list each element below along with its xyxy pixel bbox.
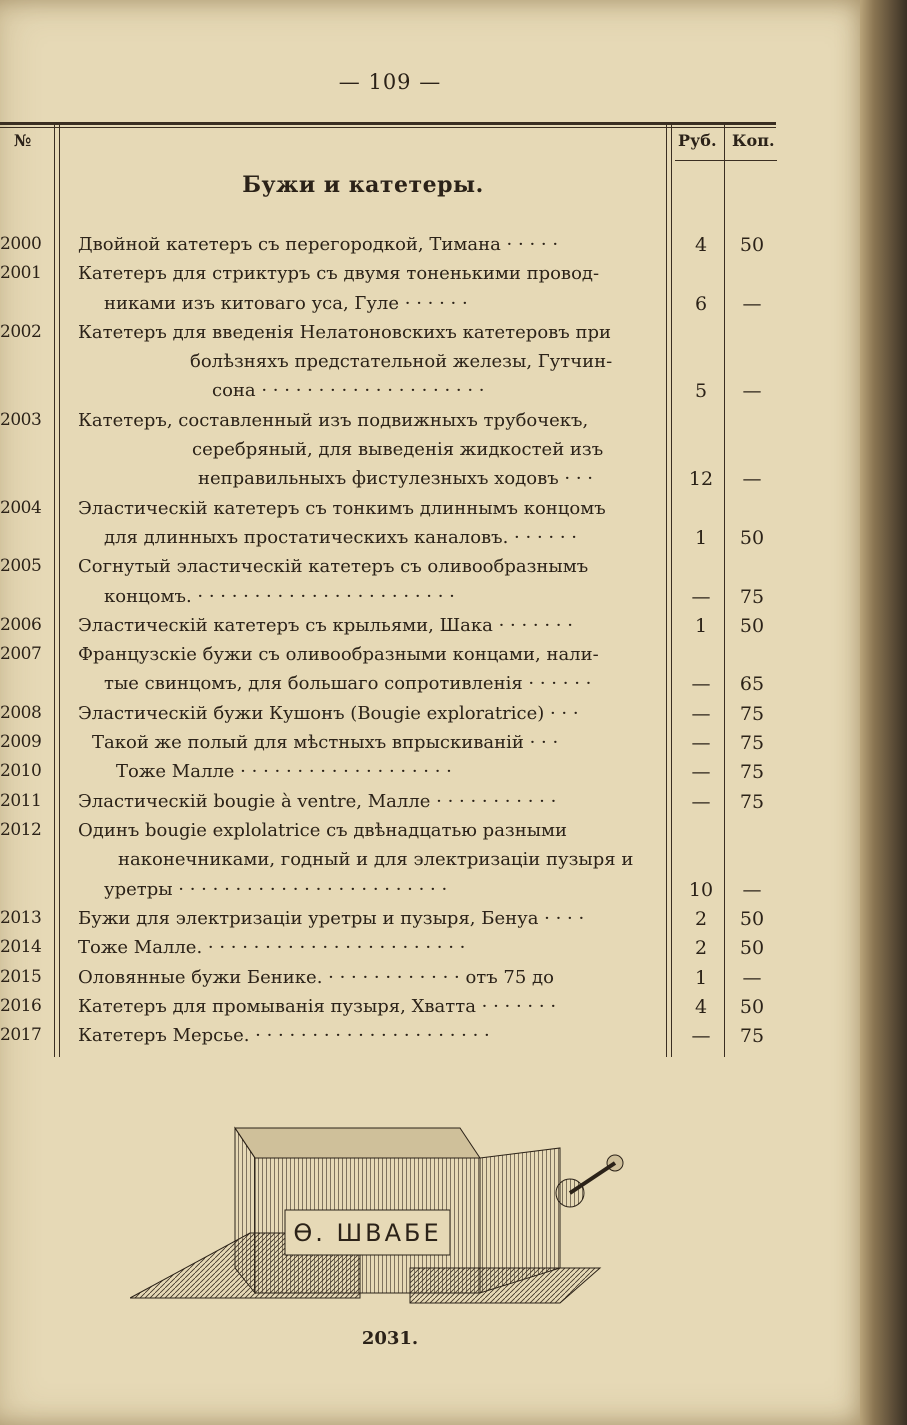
header-rule bbox=[675, 160, 777, 161]
item-description-line: уретры · · · · · · · · · · · · · · · · · · · · · · · · bbox=[104, 878, 448, 900]
price-kop: 50 bbox=[739, 937, 765, 960]
item-description-line: сона · · · · · · · · · · · · · · · · · · · · bbox=[212, 380, 485, 402]
price-rub: 4 bbox=[694, 995, 708, 1018]
price-rub: 1 bbox=[694, 526, 708, 549]
price-rub: — bbox=[691, 702, 711, 725]
item-number: 2005 bbox=[0, 556, 42, 577]
price-rub: 4 bbox=[694, 234, 708, 256]
item-description-line: Катетеръ для введенія Нелатоновскихъ катетеровъ при bbox=[78, 321, 611, 343]
price-rub: — bbox=[691, 790, 711, 813]
price-kop: 50 bbox=[739, 995, 765, 1018]
text-column-rule bbox=[666, 122, 667, 1057]
header-number: № bbox=[14, 131, 32, 150]
item-description-line: Эластическій катетеръ съ тонкимъ длиннымъ концомъ bbox=[78, 497, 606, 519]
item-number: 2007 bbox=[0, 644, 42, 665]
price-rub: 1 bbox=[694, 614, 708, 637]
item-description-line: никами изъ китоваго уса, Гуле · · · · · · bbox=[104, 292, 468, 314]
price-kop: 75 bbox=[739, 732, 765, 755]
text-column-rule-double bbox=[671, 122, 672, 1057]
item-description-line: Такой же полый для мѣстныхъ впрыскиваній · · · bbox=[92, 732, 559, 754]
price-kop: 65 bbox=[739, 673, 765, 696]
item-description-line: наконечниками, годный и для электризаціи пузыря и bbox=[118, 849, 634, 871]
price-rub: 2 bbox=[694, 907, 708, 930]
item-description-line: Эластическій bougie à ventre, Малле · · · · · · · · · · · bbox=[78, 790, 557, 812]
figure-caption: 2031. bbox=[361, 1328, 419, 1349]
num-column-rule bbox=[54, 122, 55, 1057]
item-number: 2011 bbox=[0, 790, 42, 811]
price-rub: 5 bbox=[694, 380, 708, 403]
price-kop: 50 bbox=[739, 907, 765, 930]
item-number: 2000 bbox=[0, 234, 42, 254]
item-description-line: Одинъ bougie explolatrice съ двѣнадцатью разными bbox=[78, 820, 568, 841]
figure-label: Ө. ШВАБЕ bbox=[293, 1219, 442, 1247]
price-rub: 1 bbox=[694, 966, 708, 989]
price-kop: 75 bbox=[739, 761, 765, 784]
item-description-line: Оловянные бужи Бенике. · · · · · · · · · · · · отъ 75 до bbox=[78, 966, 554, 988]
price-rub: — bbox=[691, 732, 711, 755]
price-kop: — bbox=[742, 878, 762, 901]
item-description-line: Катетеръ, составленный изъ подвижныхъ трубочекъ, bbox=[78, 409, 589, 431]
item-number: 2004 bbox=[0, 497, 42, 518]
num-column-rule-double bbox=[59, 122, 60, 1057]
table-top-rule bbox=[0, 122, 776, 125]
item-number: 2009 bbox=[0, 732, 42, 753]
item-description-line: Бужи для электризаціи уретры и пузыря, Бенуа · · · · bbox=[78, 907, 585, 929]
item-description-line: Катетеръ Мерсье. · · · · · · · · · · · · · · · · · · · · · bbox=[78, 1025, 490, 1047]
item-number: 2013 bbox=[0, 907, 42, 928]
page-edge bbox=[860, 0, 907, 1425]
price-rub: — bbox=[691, 1025, 711, 1048]
price-rub: 6 bbox=[694, 292, 708, 315]
item-number: 2001 bbox=[0, 263, 42, 284]
price-rub: — bbox=[691, 585, 711, 608]
item-number: 2017 bbox=[0, 1025, 42, 1046]
price-kop: 50 bbox=[739, 614, 765, 637]
item-description-line: серебряный, для выведенія жидкостей изъ bbox=[192, 439, 604, 461]
price-rub: 10 bbox=[688, 878, 714, 901]
price-rub: 12 bbox=[688, 468, 714, 491]
item-description-line: Согнутый эластическій катетеръ съ оливообразнымъ bbox=[78, 556, 589, 578]
item-number: 2010 bbox=[0, 761, 42, 782]
price-kop: — bbox=[742, 966, 762, 989]
price-kop: — bbox=[742, 292, 762, 315]
header-kop: Коп. bbox=[732, 131, 775, 150]
item-number: 2003 bbox=[0, 409, 42, 430]
item-description-line: тые свинцомъ, для большаго сопротивленія · · · · · · bbox=[104, 673, 592, 695]
price-kop: 75 bbox=[739, 1025, 765, 1048]
price-kop: — bbox=[742, 380, 762, 403]
price-rub: — bbox=[691, 673, 711, 696]
price-kop: — bbox=[742, 468, 762, 491]
item-description-line: концомъ. · · · · · · · · · · · · · · · · · · · · · · · bbox=[104, 585, 455, 607]
table-top-rule-thin bbox=[0, 127, 776, 128]
sterilizer-figure bbox=[130, 1118, 650, 1318]
price-kop: 50 bbox=[739, 526, 765, 549]
item-description-line: Двойной катетеръ съ перегородкой, Тимана · · · · · bbox=[78, 234, 559, 255]
price-rub: — bbox=[691, 761, 711, 784]
price-kop: 75 bbox=[739, 585, 765, 608]
price-kop: 75 bbox=[739, 790, 765, 813]
item-description-line: Тоже Малле. · · · · · · · · · · · · · · · · · · · · · · · bbox=[78, 937, 466, 959]
item-description-line: Французскіе бужи съ оливообразными концами, нали- bbox=[78, 644, 599, 666]
item-number: 2015 bbox=[0, 966, 42, 987]
price-rub: 2 bbox=[694, 937, 708, 960]
page-number: — 109 — bbox=[338, 70, 442, 94]
item-number: 2014 bbox=[0, 937, 42, 958]
item-description-line: Эластическій бужи Кушонъ (Bougie exploratrice) · · · bbox=[78, 702, 579, 724]
section-title: Бужи и катетеры. bbox=[242, 172, 484, 198]
item-description-line: Эластическій катетеръ съ крыльями, Шака · · · · · · · bbox=[78, 614, 573, 636]
item-description-line: неправильныхъ фистулезныхъ ходовъ · · · bbox=[198, 468, 594, 490]
item-description-line: Катетеръ для стриктуръ съ двумя тоненькими провод- bbox=[78, 263, 600, 285]
item-number: 2016 bbox=[0, 995, 42, 1016]
item-number: 2006 bbox=[0, 614, 42, 635]
item-number: 2008 bbox=[0, 702, 42, 723]
price-kop: 50 bbox=[739, 234, 765, 256]
price-kop: 75 bbox=[739, 702, 765, 725]
header-rub: Руб. bbox=[678, 131, 717, 150]
item-number: 2012 bbox=[0, 820, 42, 840]
item-number: 2002 bbox=[0, 321, 42, 342]
item-description-line: Тоже Малле · · · · · · · · · · · · · · · · · · · bbox=[116, 761, 452, 783]
item-description-line: болѣзняхъ предстательной железы, Гутчин- bbox=[190, 351, 613, 373]
item-description-line: Катетеръ для промыванія пузыря, Хватта · · · · · · · bbox=[78, 995, 557, 1017]
item-description-line: для длинныхъ простатическихъ каналовъ. · · · · · · bbox=[104, 526, 577, 548]
